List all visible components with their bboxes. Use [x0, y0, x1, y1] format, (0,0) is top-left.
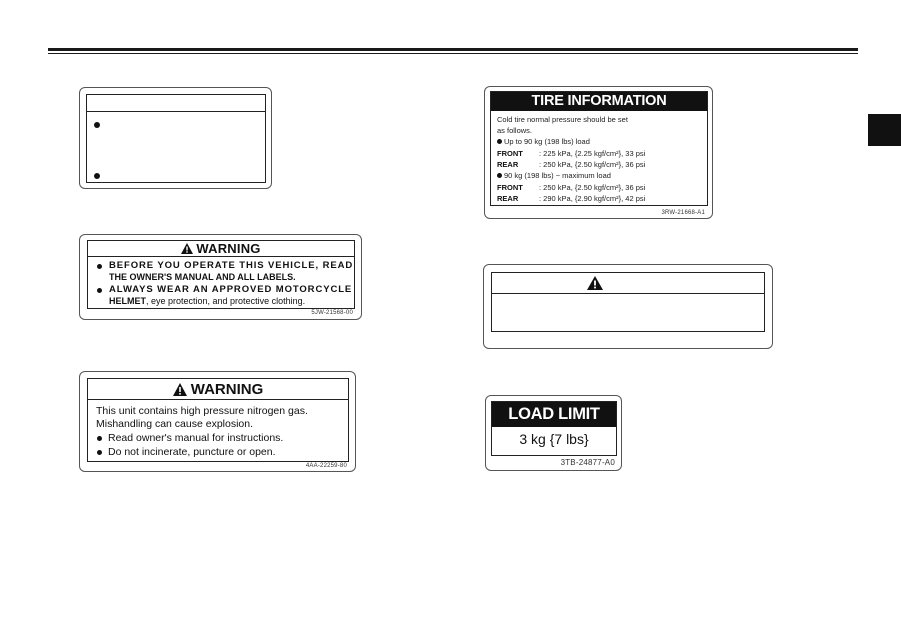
warning-helmet-label	[79, 234, 362, 320]
warning-triangle-icon	[587, 276, 603, 290]
blank-label	[79, 87, 272, 189]
tire-information-frame	[490, 91, 708, 206]
tire-rear-2: : 290 kPa, {2.90 kgf/cm²}, 42 psi	[539, 194, 646, 203]
bullet-icon	[97, 288, 102, 293]
warning-nitrogen-title-bar	[88, 379, 348, 400]
warning-line-1: BEFORE YOU OPERATE THIS VEHICLE, READ	[109, 260, 354, 271]
tire-intro-1: Cold tire normal pressure should be set	[497, 115, 628, 124]
tire-information-label	[484, 86, 713, 219]
nitrogen-line-1: This unit contains high pressure nitrogen gas.	[96, 405, 308, 417]
warning-line-4-rest: , eye protection, and protective clothing.	[146, 296, 306, 306]
warning-helmet-frame	[87, 240, 355, 309]
tire-load-2: 90 kg (198 lbs) ~ maximum load	[504, 171, 611, 180]
warning-nitrogen-frame	[87, 378, 349, 462]
load-limit-frame	[491, 401, 617, 456]
nitrogen-item-1: Read owner's manual for instructions.	[108, 432, 284, 444]
tire-intro-2: as follows.	[497, 126, 533, 135]
warning-triangle-icon	[181, 243, 193, 254]
warning-title: WARNING	[196, 241, 261, 256]
part-code: 3RW-21668-A1	[661, 210, 705, 216]
warning-line-2: THE OWNER'S MANUAL AND ALL LABELS.	[109, 272, 296, 282]
part-code: 5JW-21568-00	[311, 310, 353, 316]
warning-helmet-title-bar	[88, 241, 354, 257]
bullet-icon	[497, 173, 502, 178]
bullet-icon	[497, 139, 502, 144]
warning-helmet-word: HELMET	[109, 296, 146, 306]
blank-label-frame	[86, 94, 266, 183]
bullet-icon	[94, 122, 100, 128]
load-limit-title: LOAD LIMIT	[492, 402, 616, 427]
blank-caution-label	[483, 264, 773, 349]
tire-front-1: : 225 kPa, {2.25 kgf/cm²}, 33 psi	[539, 149, 646, 158]
tire-front-label-2: FRONT	[497, 183, 523, 192]
header-rule-thin	[48, 53, 858, 54]
warning-nitrogen-label	[79, 371, 356, 472]
bullet-icon	[97, 436, 102, 441]
warning-triangle-icon	[173, 383, 187, 396]
warning-line-3: ALWAYS WEAR AN APPROVED MOTORCYCLE	[109, 284, 353, 295]
blank-caution-frame	[491, 272, 765, 332]
tire-rear-label-1: REAR	[497, 160, 519, 169]
tire-rear-1: : 250 kPa, {2.50 kgf/cm²}, 36 psi	[539, 160, 646, 169]
header-rule-thick	[48, 48, 858, 51]
bullet-icon	[94, 173, 100, 179]
nitrogen-line-2: Mishandling can cause explosion.	[96, 418, 254, 430]
tire-rear-label-2: REAR	[497, 194, 519, 203]
blank-label-header-line	[87, 111, 265, 112]
warning-line-4	[109, 296, 305, 306]
bullet-icon	[97, 450, 102, 455]
part-code: 4AA-22259-80	[305, 463, 347, 469]
load-limit-value: 3 kg {7 lbs}	[519, 431, 589, 447]
warning-title: WARNING	[190, 380, 264, 398]
tire-information-title: TIRE INFORMATION	[491, 92, 707, 111]
blank-caution-header-line	[492, 293, 764, 294]
nitrogen-item-2: Do not incinerate, puncture or open.	[108, 446, 276, 458]
bullet-icon	[97, 264, 102, 269]
part-code: 3TB-24877-A0	[560, 458, 615, 467]
tire-front-2: : 250 kPa, {2.50 kgf/cm²}, 36 psi	[539, 183, 646, 192]
tire-load-1: Up to 90 kg (198 lbs) load	[504, 137, 590, 146]
chapter-tab	[868, 114, 901, 146]
load-limit-label	[485, 395, 622, 471]
tire-front-label-1: FRONT	[497, 149, 523, 158]
